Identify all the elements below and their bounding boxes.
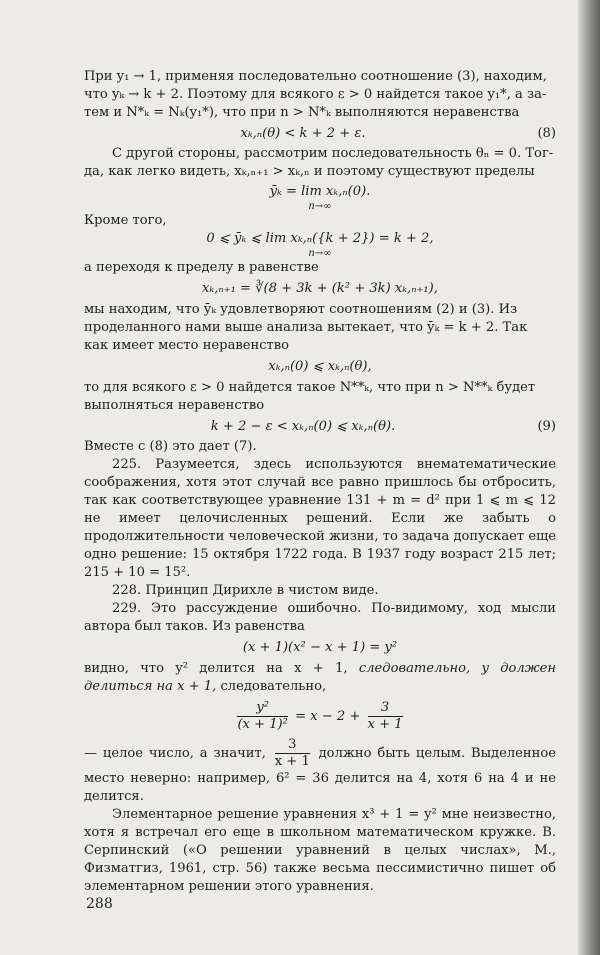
paragraph-229-continued xyxy=(84,660,556,696)
paragraph-last: Элементарное решение уравнения x³ + 1 = y² мне неизвестно, хотя я встречал его еще в школьном математическом кружке. В. Серпинский («О решении уравнений в целых числах», М., Физматгиз, 1961, стр. 56) также весьма пессимистично пишет об элементарном решении этого уравнения. xyxy=(84,807,556,894)
equation-main: (x + 1)(x² − x + 1) = y² xyxy=(242,640,398,655)
equation-9-formula: k + 2 − ε < xₖ,ₙ(0) ⩽ xₖ,ₙ(θ). xyxy=(210,419,396,434)
equation-middle: xₖ,ₙ(0) ⩽ xₖ,ₙ(θ), xyxy=(268,359,372,374)
paragraph-228: 228. Принцип Дирихле в чистом виде. xyxy=(112,583,379,598)
text-span: следовательно, xyxy=(220,679,327,694)
paragraph-229: 229. Это рассуждение ошибочно. По-видимому, ход мысли автора был таков. Из равенства xyxy=(84,601,556,634)
text-span: должно быть целым. Выделенное место неверно: например, 6² = 36 делится на 4, хотя 6 на 4 и не делится. xyxy=(84,746,556,804)
equation-root: xₖ,ₙ₊₁ = ∛(8 + 3k + (k² + 3k) xₖ,ₙ₊₁), xyxy=(202,281,438,296)
equation-inequality-subscript: n→∞ xyxy=(308,248,332,259)
fraction-2 xyxy=(368,700,403,733)
text-line: тем и N*ₖ = Nₖ(y₁*), что при n > N*ₖ выполняются неравенства xyxy=(84,105,520,120)
equation-8 xyxy=(84,125,556,143)
text-line: При y₁ → 1, применяя последовательно соотношение (3), находим, xyxy=(84,69,547,84)
scan-edge xyxy=(578,0,600,955)
paragraph-225: 225. Разумеется, здесь используются внематематические соображения, хотя этот случай все равно пришлось бы отбросить, так как соответствующее уравнение 131 + m = d² при 1 ⩽ m ⩽ 12 не имеет целочисленных решений. Если же забыть о продолжительности человеческой жизни, то задача допускает еще одно решение: 15 октября 1722 года. В 1937 году возраст 215 лет; 215 + 10 = 15². xyxy=(84,457,556,580)
text-line: что yₖ → k + 2. Поэтому для всякого ε > 0 найдется такое y₁*, а за- xyxy=(84,87,547,102)
equation-inequality xyxy=(84,230,556,259)
equation-9-number: (9) xyxy=(537,419,556,434)
equation-limit xyxy=(84,183,556,212)
text-line: Кроме того, xyxy=(84,213,167,228)
page-number: 288 xyxy=(86,896,113,912)
text-span: видно, что y² делится на x + 1, xyxy=(84,661,348,676)
text-line: то для всякого ε > 0 найдется такое N**ₖ, что при n > N**ₖ будет xyxy=(84,380,536,395)
equation-8-number: (8) xyxy=(537,126,556,141)
fraction-3-denominator: x + 1 xyxy=(274,754,310,769)
equation-9 xyxy=(84,418,556,436)
fraction-1-numerator: y² xyxy=(237,700,287,717)
text-line: С другой стороны, рассмотрим последовательность θₙ = 0. Тог- xyxy=(112,146,554,161)
text-line: а переходя к пределу в равенстве xyxy=(84,260,319,275)
fraction-3 xyxy=(275,737,310,770)
equation-inequality-formula: 0 ⩽ ȳₖ ⩽ lim xₖ,ₙ({k + 2}) = k + 2, xyxy=(206,231,434,246)
paragraph-229-end xyxy=(84,737,556,806)
text-italic: следовательно, y должен делиться на x + 1, xyxy=(84,661,557,694)
fraction-2-numerator: 3 xyxy=(368,700,403,717)
equation-limit-formula: ȳₖ = lim xₖ,ₙ(0). xyxy=(269,184,371,199)
fraction-equation xyxy=(84,700,556,733)
fraction-3-numerator: 3 xyxy=(275,737,310,754)
text-line: выполняться неравенство xyxy=(84,398,265,413)
fraction-1 xyxy=(237,700,287,733)
text-line: да, как легко видеть, xₖ,ₙ₊₁ > xₖ,ₙ и поэтому существуют пределы xyxy=(84,164,535,179)
equation-limit-subscript: n→∞ xyxy=(308,201,332,212)
text-line: Вместе с (8) это дает (7). xyxy=(84,439,257,454)
text-line: мы находим, что ȳₖ удовлетворяют соотношениям (2) и (3). Из xyxy=(84,302,518,317)
fraction-1-denominator: (x + 1)² xyxy=(237,717,288,732)
fraction-2-denominator: x + 1 xyxy=(367,717,403,732)
text-span: — целое число, а значит, xyxy=(84,746,266,761)
equation-8-formula: xₖ,ₙ(θ) < k + 2 + ε. xyxy=(240,126,366,141)
page-content xyxy=(84,68,556,896)
text-line: проделанного нами выше анализа вытекает, что ȳₖ = k + 2. Так xyxy=(84,320,528,335)
text-line: как имеет место неравенство xyxy=(84,338,290,353)
fraction-equation-middle: = x − 2 + xyxy=(295,709,361,724)
